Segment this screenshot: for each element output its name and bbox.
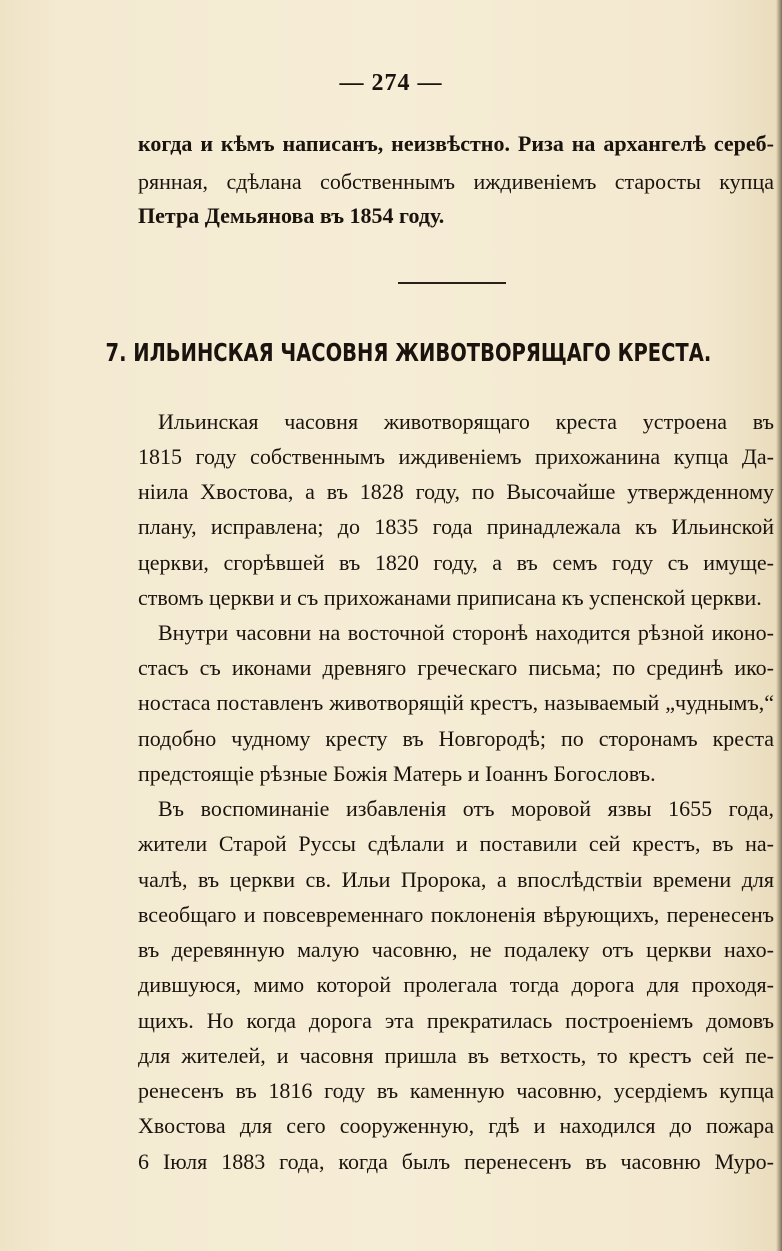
body-line: для жителей, и часовня пришла въ ветхость, то крестъ сей пе-	[138, 1043, 774, 1068]
body-line: въ деревянную малую часовню, не подалеку отъ церкви нахо-	[138, 937, 774, 962]
body-line: ствомъ церкви и съ прихожанами приписана къ успенской церкви.	[138, 585, 762, 610]
body-line: дившуюся, мимо которой пролегала тогда дорога для проходя-	[138, 972, 774, 997]
body-line: щихъ. Но когда дорога эта прекратилась построеніемъ домовъ	[138, 1008, 774, 1033]
body-line: всеобщаго и повсевременнаго поклоненія вѣрующихъ, перенесенъ	[138, 902, 774, 927]
body-line: 6 Іюля 1883 года, когда былъ перенесенъ въ часовню Муро-	[138, 1149, 774, 1174]
body-line: плану, исправлена; до 1835 года принадлежала къ Ильинской	[138, 514, 774, 539]
section-separator	[398, 282, 506, 284]
page-number: — 274 —	[339, 70, 443, 96]
intro-line: когда и кѣмъ написанъ, неизвѣстно. Риза на архангелѣ сереб-	[138, 131, 774, 156]
page-edge-shadow	[776, 0, 782, 1251]
body-line: подобно чудному кресту въ Новгородѣ; по сторонамъ креста	[138, 726, 774, 751]
body-line: Ильинская часовня животворящаго креста устроена въ	[158, 409, 774, 434]
intro-line: рянная, сдѣлана собственнымъ иждивеніемъ старосты купца	[138, 169, 774, 194]
intro-line: Петра Демьянова въ 1854 году.	[138, 203, 445, 228]
section-heading: 7. ИЛЬИНСКАЯ ЧАСОВНЯ ЖИВОТВОРЯЩАГО КРЕСТА.	[105, 338, 712, 367]
body-line: Внутри часовни на восточной сторонѣ находится рѣзной иконо-	[158, 620, 774, 645]
body-line: ностаса поставленъ животворящій крестъ, называемый „чуднымъ,“	[138, 690, 774, 715]
body-line: ренесенъ въ 1816 году въ каменную часовню, усердіемъ купца	[138, 1078, 774, 1103]
body-line: жители Старой Руссы сдѣлали и поставили сей крестъ, въ на-	[138, 831, 774, 856]
body-line: Въ воспоминаніе избавленія отъ моровой язвы 1655 года,	[158, 796, 774, 821]
body-line: Хвостова для сего сооруженную, гдѣ и находился до пожара	[138, 1113, 774, 1138]
body-line: чалѣ, въ церкви св. Ильи Пророка, а впослѣдствіи времени для	[138, 867, 774, 892]
body-line: стасъ съ иконами древняго греческаго письма; по срединѣ ико-	[138, 655, 774, 680]
body-line: 1815 году собственнымъ иждивеніемъ прихожанина купца Да-	[138, 444, 774, 469]
body-line: ніила Хвостова, а въ 1828 году, по Высочайше утвержденному	[138, 479, 774, 504]
body-line: предстоящіе рѣзные Божія Матерь и Іоаннъ Богословъ.	[138, 761, 656, 786]
body-line: церкви, сгорѣвшей въ 1820 году, а въ семъ году съ имуще-	[138, 550, 774, 575]
